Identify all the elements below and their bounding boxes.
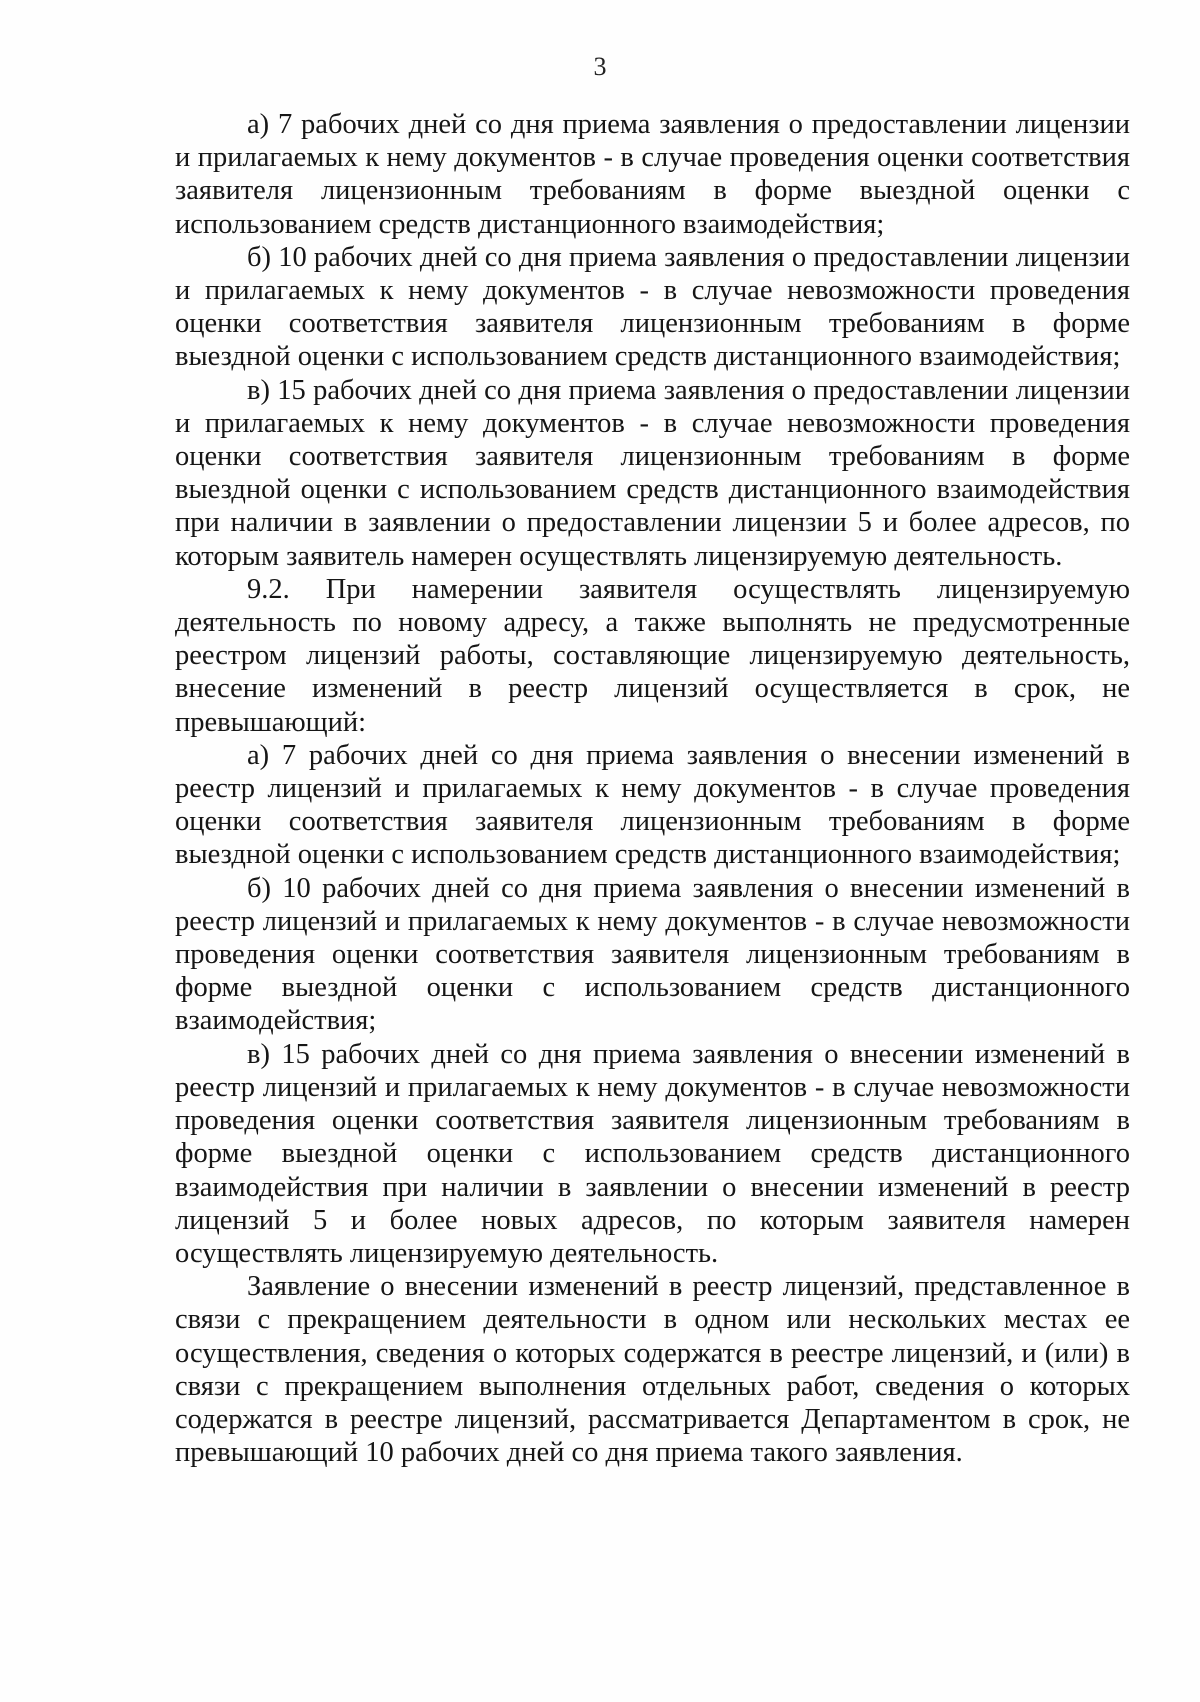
paragraph-a-license: а) 7 рабочих дней со дня приема заявления о предоставлении лицензии и прилагаемых к нему документов - в случае проведения оценки соответствия заявителя лицензионным требованиям в форме выездной оценки с использованием средств дистанционного взаимодействия; bbox=[175, 109, 1130, 240]
document-body bbox=[175, 108, 1130, 1469]
paragraph-a-registry: а) 7 рабочих дней со дня приема заявления о внесении изменений в реестр лицензий и прилагаемых к нему документов - в случае проведения оценки соответствия заявителя лицензионным требованиям в форме выездной оценки с использованием средств дистанционного взаимодействия; bbox=[175, 739, 1130, 871]
paragraph-9-2: 9.2. При намерении заявителя осуществлять лицензируемую деятельность по новому адресу, а также выполнять не предусмотренные реестром лицензий работы, составляющие лицензируемую деятельность, внесение изменений в реестр лицензий осуществляется в срок, не превышающий: bbox=[175, 573, 1130, 738]
paragraph-v-registry: в) 15 рабочих дней со дня приема заявления о внесении изменений в реестр лицензий и прилагаемых к нему документов - в случае невозможности проведения оценки соответствия заявителя лицензионным требованиям в форме выездной оценки с использованием средств дистанционного взаимодействия при наличии в заявлении о внесении изменений в реестр лицензий 5 и более новых адресов, по которым заявителя намерен осуществлять лицензируемую деятельность. bbox=[175, 1038, 1130, 1269]
paragraph-b-registry: б) 10 рабочих дней со дня приема заявления о внесении изменений в реестр лицензий и прилагаемых к нему документов - в случае невозможности проведения оценки соответствия заявителя лицензионным требованиям в форме выездной оценки с использованием средств дистанционного взаимодействия; bbox=[175, 872, 1130, 1037]
paragraph-termination: Заявление о внесении изменений в реестр лицензий, представленное в связи с прекращением деятельности в одном или нескольких местах ее осуществления, сведения о которых содержатся в реестре лицензий, и (или) в связи с прекращением выполнения отдельных работ, сведения о которых содержатся в реестре лицензий, рассматривается Департаментом в срок, не превышающий 10 рабочих дней со дня приема такого заявления. bbox=[175, 1271, 1130, 1469]
page-number: 3 bbox=[593, 52, 607, 81]
paragraph-v-license: в) 15 рабочих дней со дня приема заявления о предоставлении лицензии и прилагаемых к нему документов - в случае невозможности проведения оценки соответствия заявителя лицензионным требованиям в форме выездной оценки с использованием средств дистанционного взаимодействия при наличии в заявлении о предоставлении лицензии 5 и более адресов, по которым заявитель намерен осуществлять лицензируемую деятельность. bbox=[175, 374, 1130, 572]
paragraph-b-license: б) 10 рабочих дней со дня приема заявления о предоставлении лицензии и прилагаемых к нему документов - в случае невозможности проведения оценки соответствия заявителя лицензионным требованиям в форме выездной оценки с использованием средств дистанционного взаимодействия; bbox=[175, 241, 1130, 373]
